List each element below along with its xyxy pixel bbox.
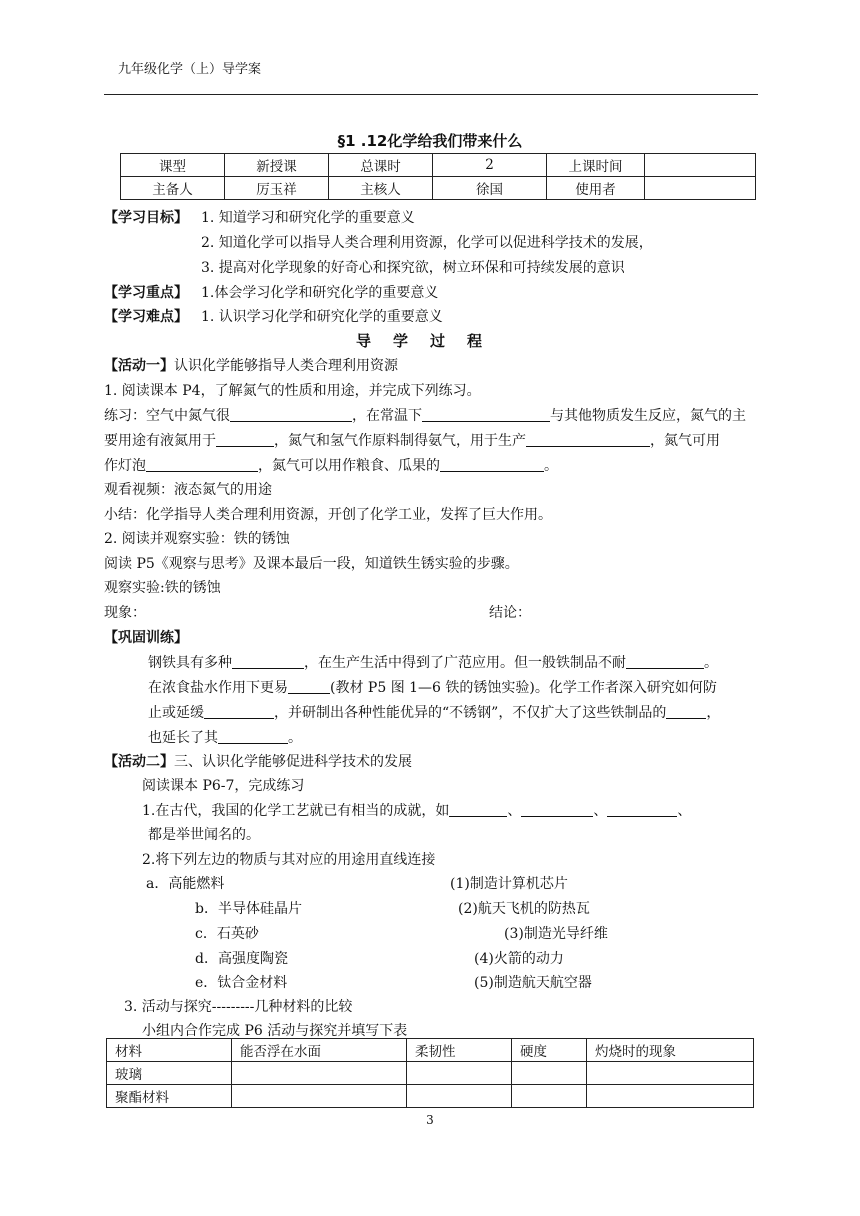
read-note: 阅读 P5《观察与思考》及课本最后一段，知道铁生锈实验的步骤。 — [104, 556, 519, 572]
match-right-item: (1)制造计算机芯片 — [450, 876, 568, 892]
fill-blank[interactable] — [422, 407, 550, 422]
question-text: 1.在古代，我国的化学工艺就已有相当的成就，如 — [142, 803, 450, 819]
observe-note: 观察实验:铁的锈蚀 — [104, 580, 221, 596]
practice-text: 也延长了其 — [148, 730, 218, 746]
practice-line-4 — [148, 727, 302, 747]
table-cell[interactable] — [587, 1085, 754, 1108]
goal-item: 2. 知道化学可以指导人类合理利用资源，化学可以促进科学技术的发展， — [201, 235, 653, 251]
question-text: 、 — [677, 803, 692, 819]
table-cell[interactable] — [232, 1062, 407, 1085]
fill-blank[interactable] — [607, 802, 677, 817]
fill-blank[interactable] — [218, 729, 288, 744]
fill-blank[interactable] — [216, 432, 274, 447]
goal-item: 3. 提高对化学现象的好奇心和探究欲，树立环保和可持续发展的意识 — [201, 260, 625, 276]
activity1-item1: 1. 阅读课本 P4，了解氮气的性质和用途，并完成下列练习。 — [104, 383, 481, 399]
page-header: 九年级化学（上）导学案 — [118, 62, 262, 77]
activity2-label: 【活动二】 — [104, 754, 174, 770]
process-title: 导学过程 — [355, 332, 504, 350]
activity1-title: 认识化学能够指导人类合理利用资源 — [174, 358, 398, 374]
exercise-text: 要用途有液氮用于 — [104, 433, 216, 449]
match-right-item: (3)制造光导纤维 — [504, 926, 608, 942]
question-text: 、 — [593, 803, 608, 819]
practice-text: 。 — [288, 730, 302, 746]
practice-text: ，在生产生活中得到了广范应用。但一般铁制品不耐 — [304, 655, 626, 671]
exercise-line-1 — [104, 405, 746, 425]
activity1-item2: 2. 阅读并观察实验：铁的锈蚀 — [104, 531, 290, 547]
goal-item: 1. 知道学习和研究化学的重要意义 — [201, 210, 415, 226]
exercise-text: 与其他物质发生反应，氮气的主 — [550, 408, 746, 424]
table-cell[interactable] — [512, 1062, 587, 1085]
exercise-text: ，氮气可以用作粮食、瓜果的 — [258, 458, 440, 474]
fill-blank[interactable] — [666, 704, 706, 719]
exercise-text: 练习：空气中氮气很 — [104, 408, 230, 424]
info-cell: 主核人 — [329, 177, 433, 200]
table-row — [107, 1062, 754, 1085]
fill-blank[interactable] — [626, 654, 704, 669]
info-cell: 主备人 — [121, 177, 225, 200]
exercise-line-2 — [104, 430, 720, 450]
practice-text: ，并研制出各种性能优异的“不锈钢”，不仅扩大了这些铁制品的 — [274, 705, 667, 721]
match-right-item: (5)制造航天航空器 — [474, 975, 592, 991]
table-header-cell: 硬度 — [512, 1039, 587, 1062]
match-right-item: (4)火箭的动力 — [474, 951, 564, 967]
focus-label: 【学习重点】 — [104, 285, 188, 301]
phenomenon-label: 现象： — [104, 605, 146, 621]
table-cell[interactable] — [512, 1085, 587, 1108]
goals-label: 【学习目标】 — [104, 210, 188, 226]
exercise-text: ，氮气和氢气作原料制得氨气，用于生产 — [274, 433, 526, 449]
difficulty-text: 1. 认识学习化学和研究化学的重要意义 — [201, 309, 443, 325]
table-cell: 聚酯材料 — [107, 1085, 232, 1108]
activity1-label: 【活动一】 — [104, 358, 174, 374]
info-cell: 新授课 — [225, 154, 329, 177]
table-cell[interactable] — [407, 1085, 512, 1108]
practice-text: 。 — [704, 655, 718, 671]
table-header-cell: 材料 — [107, 1039, 232, 1062]
fill-blank[interactable] — [449, 802, 507, 817]
match-left-item: d．高强度陶瓷 — [195, 951, 288, 967]
fill-blank[interactable] — [230, 407, 352, 422]
table-row — [121, 177, 756, 200]
page-number: 3 — [426, 1113, 434, 1127]
fill-blank[interactable] — [204, 704, 274, 719]
match-left-item: b．半导体硅晶片 — [195, 901, 302, 917]
practice-line-3 — [148, 702, 720, 722]
table-header-cell: 灼烧时的现象 — [587, 1039, 754, 1062]
exercise-line-3 — [104, 455, 558, 475]
table-header-row — [107, 1039, 754, 1062]
info-cell: 上课时间 — [547, 154, 645, 177]
activity2-q2: 2.将下列左边的物质与其对应的用途用直线连接 — [142, 852, 436, 868]
info-cell: 总课时 — [329, 154, 433, 177]
activity2-q1-tail: 都是举世闻名的。 — [148, 827, 260, 843]
practice-text: 钢铁具有多种 — [148, 655, 232, 671]
exercise-text: 作灯泡 — [104, 458, 146, 474]
practice-text: ， — [706, 705, 721, 721]
practice-label: 【巩固训练】 — [104, 630, 188, 646]
question-text: 、 — [507, 803, 522, 819]
activity2-heading — [104, 751, 412, 771]
info-cell: 2 — [433, 154, 547, 177]
material-compare-table — [106, 1038, 754, 1108]
info-cell — [645, 154, 756, 177]
activity2-title: 三、认识化学能够促进科学技术的发展 — [174, 754, 412, 770]
practice-text: (教材 P5 图 1—6 铁的锈蚀实验)。化学工作者深入研究如何防 — [330, 680, 717, 696]
activity2-q3: 3. 活动与探究---------几种材料的比较 — [124, 999, 353, 1015]
difficulty-label: 【学习难点】 — [104, 309, 188, 325]
header-rule — [104, 94, 758, 95]
info-cell: 使用者 — [547, 177, 645, 200]
table-header-cell: 能否浮在水面 — [232, 1039, 407, 1062]
table-row — [121, 154, 756, 177]
lesson-info-table — [120, 153, 756, 200]
video-note: 观看视频：液态氮气的用途 — [104, 482, 272, 498]
match-left-item: a．高能燃料 — [146, 876, 225, 892]
table-header-cell: 柔韧性 — [407, 1039, 512, 1062]
activity1-heading — [104, 355, 398, 375]
table-cell: 玻璃 — [107, 1062, 232, 1085]
summary-note: 小结：化学指导人类合理利用资源，开创了化学工业，发挥了巨大作用。 — [104, 507, 552, 523]
exercise-text: 。 — [544, 458, 558, 474]
match-left-item: e．钛合金材料 — [195, 975, 288, 991]
practice-line-2 — [148, 677, 717, 697]
focus-text: 1.体会学习化学和研究化学的重要意义 — [201, 285, 439, 301]
fill-blank[interactable] — [521, 802, 593, 817]
lesson-title: §1 .12化学给我们带来什么 — [337, 132, 523, 150]
table-cell[interactable] — [232, 1085, 407, 1108]
exercise-text: ，氮气可用 — [650, 433, 720, 449]
fill-blank[interactable] — [288, 679, 330, 694]
activity2-q3-instruction: 小组内合作完成 P6 活动与探究并填写下表 — [142, 1023, 408, 1039]
practice-text: 止或延缓 — [148, 705, 204, 721]
practice-text: 在浓食盐水作用下更易 — [148, 680, 288, 696]
match-right-item: (2)航天飞机的防热瓦 — [458, 901, 590, 917]
info-cell: 厉玉祥 — [225, 177, 329, 200]
activity2-q1-line — [142, 800, 691, 820]
table-cell[interactable] — [587, 1062, 754, 1085]
fill-blank[interactable] — [440, 457, 544, 472]
info-cell: 课型 — [121, 154, 225, 177]
match-left-item: c．石英砂 — [195, 926, 259, 942]
fill-blank[interactable] — [232, 654, 304, 669]
table-row — [107, 1085, 754, 1108]
exercise-text: ，在常温下 — [352, 408, 422, 424]
activity2-read: 阅读课本 P6-7，完成练习 — [142, 778, 305, 794]
fill-blank[interactable] — [526, 432, 650, 447]
fill-blank[interactable] — [146, 457, 258, 472]
info-cell — [645, 177, 756, 200]
practice-line-1 — [148, 652, 718, 672]
table-cell[interactable] — [407, 1062, 512, 1085]
conclusion-label: 结论： — [489, 605, 531, 621]
info-cell: 徐国 — [433, 177, 547, 200]
